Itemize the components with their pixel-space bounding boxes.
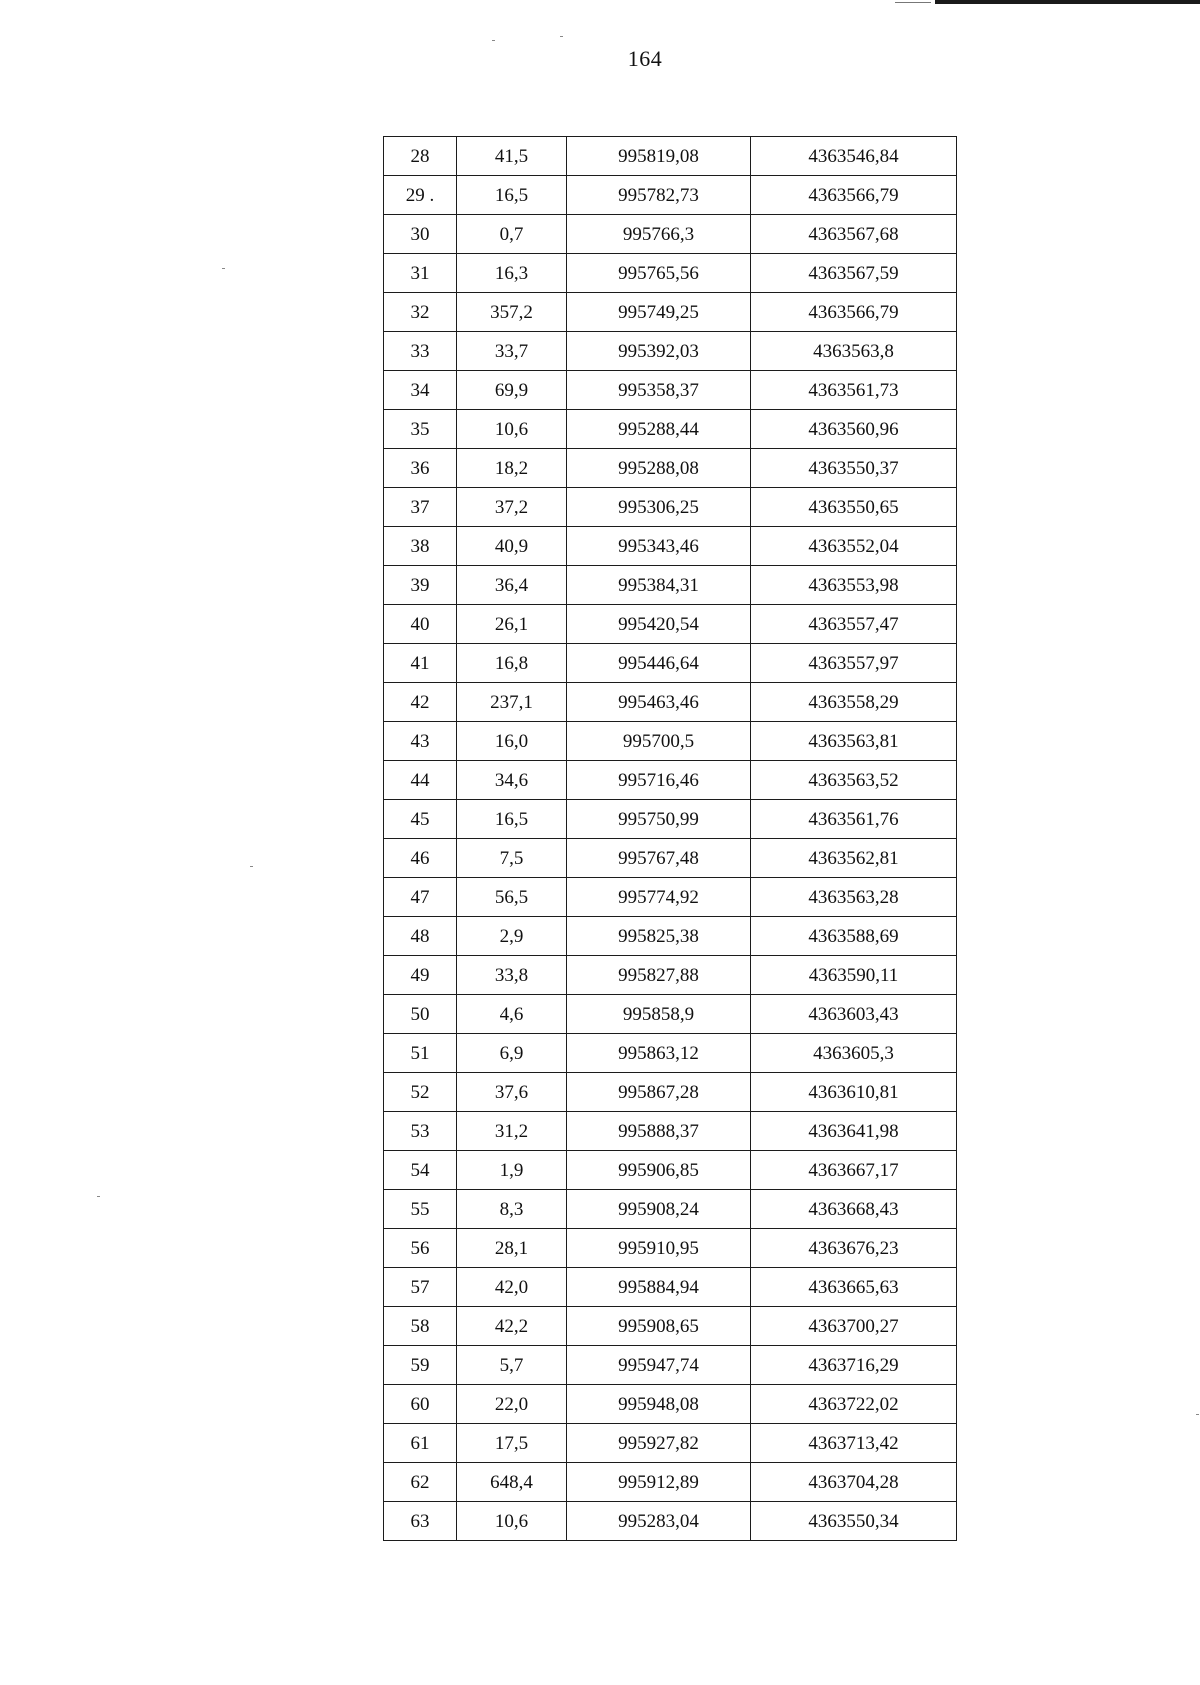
y-coordinate-cell: 4363667,17 bbox=[751, 1151, 957, 1190]
table-row bbox=[384, 1151, 957, 1190]
point-number-cell: 42 bbox=[384, 683, 457, 722]
x-coordinate-cell: 995884,94 bbox=[567, 1268, 751, 1307]
table-row bbox=[384, 527, 957, 566]
y-coordinate-cell: 4363562,81 bbox=[751, 839, 957, 878]
x-coordinate-cell: 995908,24 bbox=[567, 1190, 751, 1229]
y-coordinate-cell: 4363557,47 bbox=[751, 605, 957, 644]
distance-cell: 5,7 bbox=[457, 1346, 567, 1385]
point-number-cell: 34 bbox=[384, 371, 457, 410]
table-row bbox=[384, 449, 957, 488]
table-row bbox=[384, 332, 957, 371]
distance-cell: 31,2 bbox=[457, 1112, 567, 1151]
point-number-cell: 48 bbox=[384, 917, 457, 956]
y-coordinate-cell: 4363668,43 bbox=[751, 1190, 957, 1229]
y-coordinate-cell: 4363563,81 bbox=[751, 722, 957, 761]
table-row bbox=[384, 683, 957, 722]
table-row bbox=[384, 995, 957, 1034]
distance-cell: 16,0 bbox=[457, 722, 567, 761]
table-row bbox=[384, 1112, 957, 1151]
table-row bbox=[384, 1346, 957, 1385]
table-row bbox=[384, 1229, 957, 1268]
distance-cell: 33,8 bbox=[457, 956, 567, 995]
y-coordinate-cell: 4363546,84 bbox=[751, 137, 957, 176]
table-row bbox=[384, 293, 957, 332]
y-coordinate-cell: 4363553,98 bbox=[751, 566, 957, 605]
scan-top-rule bbox=[935, 0, 1200, 4]
table-row bbox=[384, 176, 957, 215]
x-coordinate-cell: 995782,73 bbox=[567, 176, 751, 215]
y-coordinate-cell: 4363567,59 bbox=[751, 254, 957, 293]
x-coordinate-cell: 995358,37 bbox=[567, 371, 751, 410]
y-coordinate-cell: 4363716,29 bbox=[751, 1346, 957, 1385]
y-coordinate-cell: 4363603,43 bbox=[751, 995, 957, 1034]
table-row bbox=[384, 605, 957, 644]
x-coordinate-cell: 995827,88 bbox=[567, 956, 751, 995]
y-coordinate-cell: 4363713,42 bbox=[751, 1424, 957, 1463]
scan-speck bbox=[560, 36, 563, 37]
scan-top-rule-thin bbox=[895, 2, 931, 3]
x-coordinate-cell: 995867,28 bbox=[567, 1073, 751, 1112]
x-coordinate-cell: 995420,54 bbox=[567, 605, 751, 644]
table-row bbox=[384, 1034, 957, 1073]
scan-speck bbox=[492, 40, 495, 41]
x-coordinate-cell: 995767,48 bbox=[567, 839, 751, 878]
distance-cell: 42,2 bbox=[457, 1307, 567, 1346]
y-coordinate-cell: 4363552,04 bbox=[751, 527, 957, 566]
x-coordinate-cell: 995908,65 bbox=[567, 1307, 751, 1346]
point-number-cell: 58 bbox=[384, 1307, 457, 1346]
x-coordinate-cell: 995927,82 bbox=[567, 1424, 751, 1463]
distance-cell: 42,0 bbox=[457, 1268, 567, 1307]
point-number-cell: 30 bbox=[384, 215, 457, 254]
distance-cell: 37,6 bbox=[457, 1073, 567, 1112]
point-number-cell: 39 bbox=[384, 566, 457, 605]
point-number-cell: 31 bbox=[384, 254, 457, 293]
x-coordinate-cell: 995384,31 bbox=[567, 566, 751, 605]
scan-speck bbox=[222, 268, 225, 269]
y-coordinate-cell: 4363560,96 bbox=[751, 410, 957, 449]
coordinates-table-body bbox=[384, 137, 957, 1541]
y-coordinate-cell: 4363641,98 bbox=[751, 1112, 957, 1151]
distance-cell: 8,3 bbox=[457, 1190, 567, 1229]
distance-cell: 10,6 bbox=[457, 1502, 567, 1541]
point-number-cell: 44 bbox=[384, 761, 457, 800]
point-number-cell: 61 bbox=[384, 1424, 457, 1463]
x-coordinate-cell: 995288,44 bbox=[567, 410, 751, 449]
point-number-cell: 41 bbox=[384, 644, 457, 683]
distance-cell: 37,2 bbox=[457, 488, 567, 527]
x-coordinate-cell: 995825,38 bbox=[567, 917, 751, 956]
distance-cell: 41,5 bbox=[457, 137, 567, 176]
point-number-cell: 28 bbox=[384, 137, 457, 176]
point-number-cell: 29 . bbox=[384, 176, 457, 215]
x-coordinate-cell: 995774,92 bbox=[567, 878, 751, 917]
point-number-cell: 54 bbox=[384, 1151, 457, 1190]
x-coordinate-cell: 995283,04 bbox=[567, 1502, 751, 1541]
distance-cell: 16,3 bbox=[457, 254, 567, 293]
x-coordinate-cell: 995858,9 bbox=[567, 995, 751, 1034]
table-row bbox=[384, 410, 957, 449]
distance-cell: 10,6 bbox=[457, 410, 567, 449]
table-row bbox=[384, 644, 957, 683]
table-row bbox=[384, 1307, 957, 1346]
y-coordinate-cell: 4363605,3 bbox=[751, 1034, 957, 1073]
y-coordinate-cell: 4363700,27 bbox=[751, 1307, 957, 1346]
y-coordinate-cell: 4363558,29 bbox=[751, 683, 957, 722]
y-coordinate-cell: 4363550,34 bbox=[751, 1502, 957, 1541]
y-coordinate-cell: 4363676,23 bbox=[751, 1229, 957, 1268]
point-number-cell: 49 bbox=[384, 956, 457, 995]
y-coordinate-cell: 4363561,76 bbox=[751, 800, 957, 839]
table-row bbox=[384, 254, 957, 293]
x-coordinate-cell: 995750,99 bbox=[567, 800, 751, 839]
distance-cell: 0,7 bbox=[457, 215, 567, 254]
x-coordinate-cell: 995906,85 bbox=[567, 1151, 751, 1190]
table-row bbox=[384, 1190, 957, 1229]
table-row bbox=[384, 1073, 957, 1112]
y-coordinate-cell: 4363722,02 bbox=[751, 1385, 957, 1424]
distance-cell: 34,6 bbox=[457, 761, 567, 800]
distance-cell: 16,8 bbox=[457, 644, 567, 683]
y-coordinate-cell: 4363557,97 bbox=[751, 644, 957, 683]
table-row bbox=[384, 371, 957, 410]
table-row bbox=[384, 956, 957, 995]
scan-speck bbox=[1196, 1414, 1199, 1415]
point-number-cell: 32 bbox=[384, 293, 457, 332]
y-coordinate-cell: 4363566,79 bbox=[751, 293, 957, 332]
point-number-cell: 45 bbox=[384, 800, 457, 839]
x-coordinate-cell: 995446,64 bbox=[567, 644, 751, 683]
x-coordinate-cell: 995766,3 bbox=[567, 215, 751, 254]
y-coordinate-cell: 4363590,11 bbox=[751, 956, 957, 995]
x-coordinate-cell: 995948,08 bbox=[567, 1385, 751, 1424]
point-number-cell: 60 bbox=[384, 1385, 457, 1424]
distance-cell: 357,2 bbox=[457, 293, 567, 332]
distance-cell: 18,2 bbox=[457, 449, 567, 488]
table-row bbox=[384, 215, 957, 254]
distance-cell: 28,1 bbox=[457, 1229, 567, 1268]
point-number-cell: 63 bbox=[384, 1502, 457, 1541]
y-coordinate-cell: 4363610,81 bbox=[751, 1073, 957, 1112]
distance-cell: 69,9 bbox=[457, 371, 567, 410]
x-coordinate-cell: 995888,37 bbox=[567, 1112, 751, 1151]
table-row bbox=[384, 1463, 957, 1502]
distance-cell: 56,5 bbox=[457, 878, 567, 917]
distance-cell: 16,5 bbox=[457, 176, 567, 215]
point-number-cell: 38 bbox=[384, 527, 457, 566]
point-number-cell: 56 bbox=[384, 1229, 457, 1268]
distance-cell: 237,1 bbox=[457, 683, 567, 722]
distance-cell: 40,9 bbox=[457, 527, 567, 566]
point-number-cell: 51 bbox=[384, 1034, 457, 1073]
y-coordinate-cell: 4363563,52 bbox=[751, 761, 957, 800]
point-number-cell: 33 bbox=[384, 332, 457, 371]
distance-cell: 22,0 bbox=[457, 1385, 567, 1424]
table-row bbox=[384, 1385, 957, 1424]
x-coordinate-cell: 995288,08 bbox=[567, 449, 751, 488]
y-coordinate-cell: 4363704,28 bbox=[751, 1463, 957, 1502]
x-coordinate-cell: 995947,74 bbox=[567, 1346, 751, 1385]
x-coordinate-cell: 995306,25 bbox=[567, 488, 751, 527]
point-number-cell: 43 bbox=[384, 722, 457, 761]
point-number-cell: 47 bbox=[384, 878, 457, 917]
distance-cell: 2,9 bbox=[457, 917, 567, 956]
distance-cell: 6,9 bbox=[457, 1034, 567, 1073]
x-coordinate-cell: 995463,46 bbox=[567, 683, 751, 722]
x-coordinate-cell: 995863,12 bbox=[567, 1034, 751, 1073]
x-coordinate-cell: 995700,5 bbox=[567, 722, 751, 761]
distance-cell: 33,7 bbox=[457, 332, 567, 371]
y-coordinate-cell: 4363588,69 bbox=[751, 917, 957, 956]
point-number-cell: 36 bbox=[384, 449, 457, 488]
table-row bbox=[384, 917, 957, 956]
point-number-cell: 55 bbox=[384, 1190, 457, 1229]
point-number-cell: 57 bbox=[384, 1268, 457, 1307]
distance-cell: 26,1 bbox=[457, 605, 567, 644]
table-row bbox=[384, 800, 957, 839]
y-coordinate-cell: 4363561,73 bbox=[751, 371, 957, 410]
table-row bbox=[384, 839, 957, 878]
table-row bbox=[384, 566, 957, 605]
point-number-cell: 46 bbox=[384, 839, 457, 878]
y-coordinate-cell: 4363665,63 bbox=[751, 1268, 957, 1307]
table-row bbox=[384, 488, 957, 527]
x-coordinate-cell: 995392,03 bbox=[567, 332, 751, 371]
point-number-cell: 52 bbox=[384, 1073, 457, 1112]
table-row bbox=[384, 137, 957, 176]
distance-cell: 1,9 bbox=[457, 1151, 567, 1190]
table-row bbox=[384, 761, 957, 800]
table-row bbox=[384, 1424, 957, 1463]
table-row bbox=[384, 878, 957, 917]
x-coordinate-cell: 995912,89 bbox=[567, 1463, 751, 1502]
table-row bbox=[384, 722, 957, 761]
x-coordinate-cell: 995765,56 bbox=[567, 254, 751, 293]
table-row bbox=[384, 1268, 957, 1307]
coordinates-table bbox=[383, 136, 957, 1541]
point-number-cell: 37 bbox=[384, 488, 457, 527]
x-coordinate-cell: 995343,46 bbox=[567, 527, 751, 566]
page-number: 164 bbox=[627, 46, 663, 71]
x-coordinate-cell: 995819,08 bbox=[567, 137, 751, 176]
distance-cell: 648,4 bbox=[457, 1463, 567, 1502]
x-coordinate-cell: 995910,95 bbox=[567, 1229, 751, 1268]
distance-cell: 17,5 bbox=[457, 1424, 567, 1463]
x-coordinate-cell: 995749,25 bbox=[567, 293, 751, 332]
y-coordinate-cell: 4363550,65 bbox=[751, 488, 957, 527]
point-number-cell: 62 bbox=[384, 1463, 457, 1502]
distance-cell: 36,4 bbox=[457, 566, 567, 605]
distance-cell: 7,5 bbox=[457, 839, 567, 878]
point-number-cell: 50 bbox=[384, 995, 457, 1034]
distance-cell: 16,5 bbox=[457, 800, 567, 839]
point-number-cell: 35 bbox=[384, 410, 457, 449]
point-number-cell: 53 bbox=[384, 1112, 457, 1151]
distance-cell: 4,6 bbox=[457, 995, 567, 1034]
scan-speck bbox=[250, 866, 253, 867]
y-coordinate-cell: 4363550,37 bbox=[751, 449, 957, 488]
point-number-cell: 59 bbox=[384, 1346, 457, 1385]
table-row bbox=[384, 1502, 957, 1541]
y-coordinate-cell: 4363566,79 bbox=[751, 176, 957, 215]
point-number-cell: 40 bbox=[384, 605, 457, 644]
y-coordinate-cell: 4363563,8 bbox=[751, 332, 957, 371]
scan-speck bbox=[97, 1196, 100, 1197]
x-coordinate-cell: 995716,46 bbox=[567, 761, 751, 800]
y-coordinate-cell: 4363567,68 bbox=[751, 215, 957, 254]
y-coordinate-cell: 4363563,28 bbox=[751, 878, 957, 917]
